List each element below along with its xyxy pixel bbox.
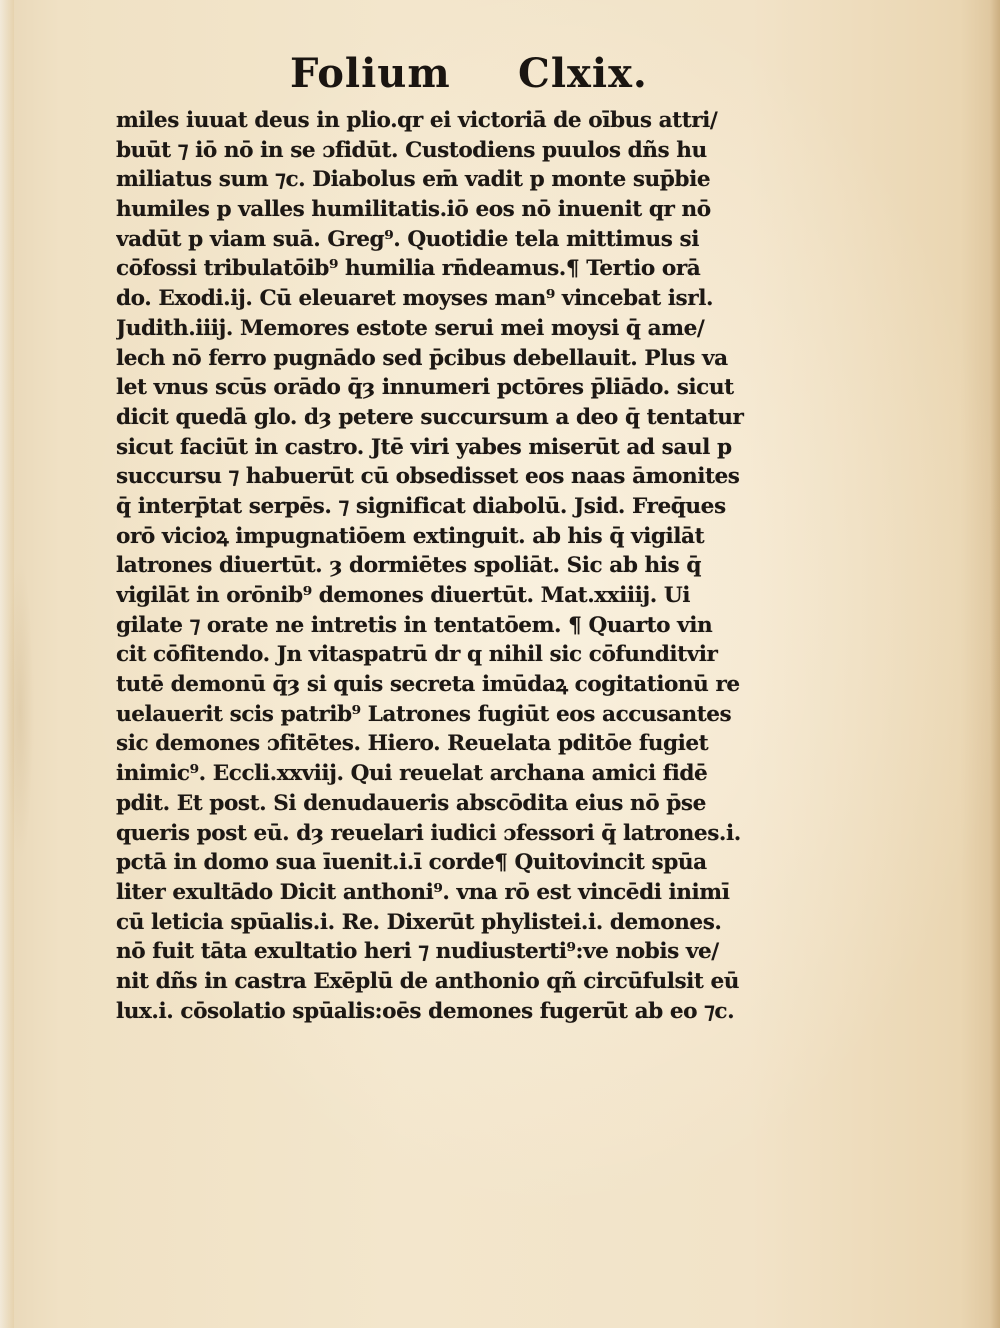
- text-line: gilate ⁊ orate ne intretis in tentatōem. ¶ Quarto vin: [116, 612, 713, 638]
- text-line: sicut faciūt in castro. Jtē viri yabes miserūt ad saul p: [116, 434, 732, 460]
- text-line: miles iuuat deus in plio.qr ei victoriā de oībus attri/: [116, 108, 718, 133]
- text-line: uelauerit scis patrib⁹ Latrones fugiūt eos accusantes: [116, 701, 732, 727]
- folio-number: Clxix.: [518, 50, 648, 97]
- text-line: humiles p valles humilitatis.iō eos nō inuenit qr nō: [116, 197, 711, 223]
- body-text: [116, 106, 792, 1026]
- page-stain: [6, 560, 34, 860]
- text-line: q̄ interp̄tat serpēs. ⁊ significat diabolū. Jsid. Freq̄ues: [116, 493, 726, 519]
- text-line: vadūt p viam suā. Greg⁹. Quotidie tela mittimus si: [116, 226, 699, 252]
- folio-word: Folium: [290, 50, 451, 97]
- text-line: miliatus sum ⁊c. Diabolus em̄ vadit p monte sup̄bie: [116, 167, 711, 193]
- text-line: pdit. Et post. Si denudaueris abscōdita eius nō p̄se: [116, 790, 706, 816]
- text-line: vigilāt in orōnib⁹ demones diuertūt. Mat.xxiiij. Ui: [116, 583, 690, 608]
- text-line: nō fuit tāta exultatio heri ⁊ nudiusterti⁹:ve nobis ve/: [116, 939, 719, 965]
- text-line: dicit quedā glo. dȝ petere succursum a deo q̄ tentatur: [116, 404, 744, 430]
- text-line: queris post eū. dȝ reuelari iudici ɔfessori q̄ latrones.i.: [116, 820, 741, 846]
- text-line: latrones diuertūt. ȝ dormiētes spoliāt. Sic ab his q̄: [116, 553, 701, 579]
- text-line: lux.i. cōsolatio spūalis:oēs demones fugerūt ab eo ⁊c.: [116, 998, 735, 1024]
- text-line: tutē demonū q̄ȝ si quis secreta imūdaꝝ cogitationū re: [116, 672, 740, 698]
- text-line: succursu ⁊ habuerūt cū obsedisset eos naas āmonites: [116, 464, 740, 490]
- text-line: inimic⁹. Eccli.xxviij. Qui reuelat archana amici fidē: [116, 761, 708, 787]
- text-line: cū leticia spūalis.i. Re. Dixerūt phylistei.i. demones.: [116, 909, 722, 935]
- text-line: Judith.iiij. Memores estote serui mei moysi q̄ ame/: [116, 315, 705, 341]
- text-line: lech nō ferro pugnādo sed p̄cibus debellauit. Plus va: [116, 345, 728, 371]
- text-line: buūt ⁊ iō nō in se ɔfidūt. Custodiens puulos dñs hu: [116, 137, 707, 163]
- text-line: orō vicioꝝ impugnatiōem extinguit. ab his q̄ vigilāt: [116, 523, 705, 549]
- text-line: cōfossi tribulatōib⁹ humilia rn̄deamus.¶ Tertio orā: [116, 256, 701, 282]
- text-line: liter exultādo Dicit anthoni⁹. vna rō est vincēdi inimī: [116, 879, 730, 905]
- text-line: cit cōfitendo. Jn vitaspatrū dr q nihil sic cōfunditvir: [116, 642, 718, 668]
- text-line: nit dñs in castra Exēplū de anthonio qñ circūfulsit eū: [116, 968, 740, 994]
- text-line: sic demones ɔfitētes. Hiero. Reuelata pditōe fugiet: [116, 731, 709, 757]
- text-line: do. Exodi.ij. Cū eleuaret moyses man⁹ vincebat isrl.: [116, 286, 714, 312]
- text-line: let vnus scūs orādo q̄ȝ innumeri pctōres p̄liādo. sicut: [116, 375, 734, 401]
- folio-header: [290, 40, 650, 100]
- text-line: pctā in domo sua īuenit.i.ī corde¶ Quitovincit spūa: [116, 850, 707, 876]
